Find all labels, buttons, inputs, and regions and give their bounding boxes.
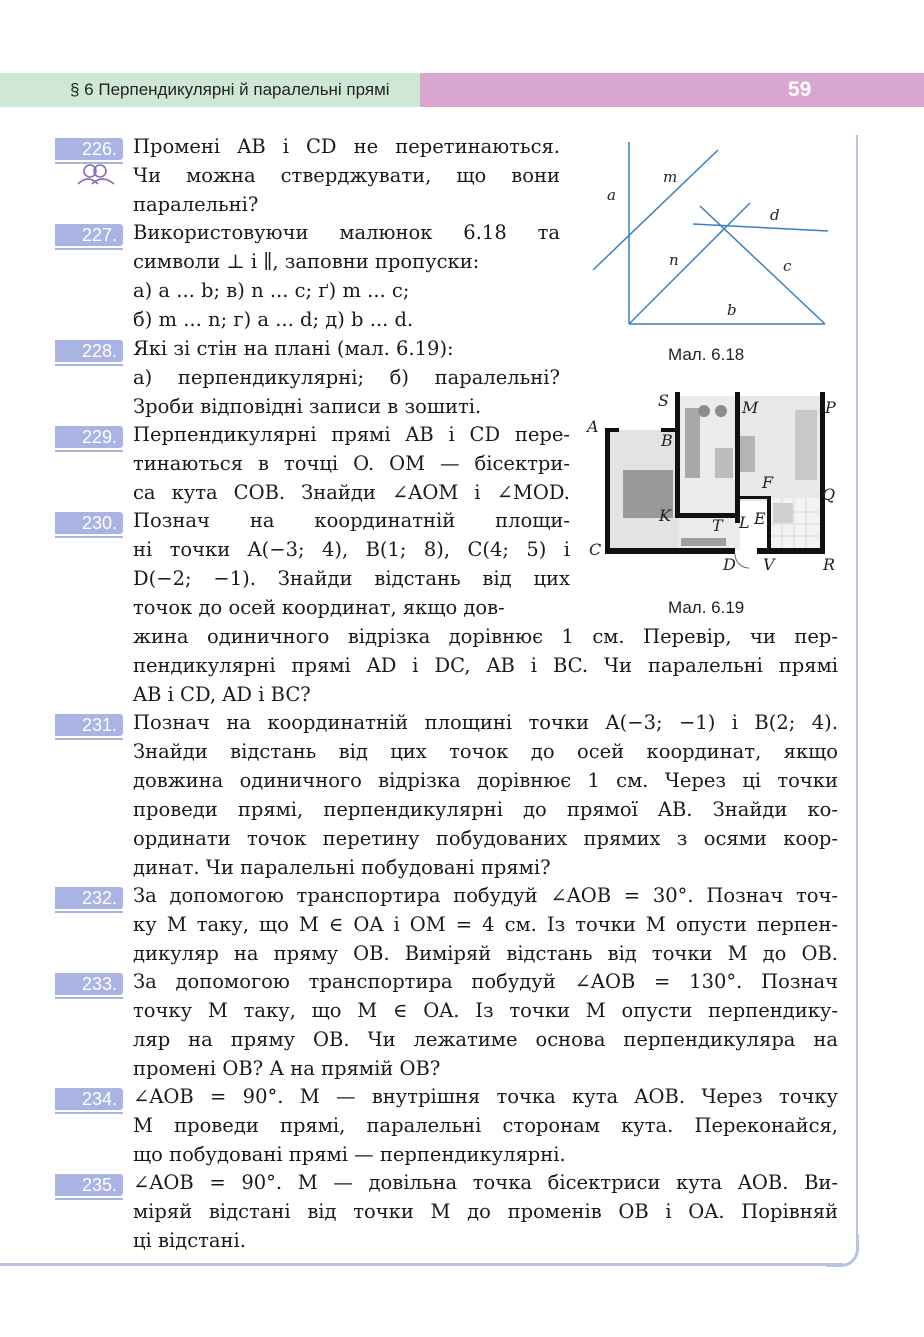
task-227-line: а) a ... b; в) n ... c; ґ) m ... c; [133, 279, 410, 302]
page-frame-bottom [0, 1263, 843, 1266]
task-235-line: ∠AOB = 90°. M — довільна точка бісектриси кута AOB. Ви- [133, 1171, 838, 1194]
label-d: d [770, 206, 780, 224]
task-number-232: 232. [55, 887, 123, 909]
section-title: § 6 Перпендикулярні й паралельні прямі [70, 80, 390, 99]
task-232-line: ку M таку, що M ∈ OA і OM = 4 см. Із точки M опусти перпен- [133, 913, 838, 936]
table-icon [715, 448, 733, 478]
label-C: C [589, 540, 602, 559]
task-227-line: б) m ... n; г) a ... d; д) b ... d. [133, 308, 414, 331]
task-number-226: 226. [55, 138, 123, 160]
task-231-line: Познач на координатній площині точки A(−3; −1) і B(2; 4). [133, 711, 838, 734]
task-number-235: 235. [55, 1174, 123, 1196]
task-229-line: Перпендикулярні прямі AB і CD пере- [133, 423, 570, 446]
sink-icon [773, 503, 793, 523]
task-233-line: промені OB? А на прямій OB? [133, 1057, 441, 1080]
chair-icon [715, 405, 727, 417]
figure-6-18 [585, 138, 835, 333]
kitchen-counter-icon [795, 410, 817, 480]
figure-6-19 [585, 388, 847, 580]
task-number-229: 229. [55, 426, 123, 448]
label-P: P [825, 398, 836, 417]
label-K: K [659, 506, 671, 525]
page-frame [856, 135, 858, 1245]
task-number-231: 231. [55, 714, 123, 736]
label-M: M [742, 398, 759, 417]
label-L: L [739, 513, 750, 532]
task-226-line: Чи можна стверджувати, що вони [133, 164, 560, 187]
label-D: D [723, 555, 736, 574]
label-a: a [607, 186, 616, 204]
task-231-line: довжина одиничного відрізка дорівнює 1 см. Через ці точки [133, 769, 838, 792]
label-c: c [783, 257, 792, 275]
task-230-line: ні точки A(−3; 4), B(1; 8), C(4; 5) і [133, 538, 570, 561]
door-arc [735, 554, 749, 568]
label-S: S [658, 391, 669, 410]
label-V: V [763, 555, 775, 574]
label-n: n [669, 251, 679, 269]
task-232-line: За допомогою транспортира побудуй ∠AOB = 30°. Познач точ- [133, 884, 838, 907]
task-227-line: символи ⊥ і ∥, заповни пропуски: [133, 250, 480, 273]
task-230-line: точок до осей координат, якщо дов- [133, 596, 505, 619]
task-233-line: ляр на пряму OB. Чи лежатиме основа перпендикуляра на [133, 1028, 838, 1051]
page-number: 59 [788, 78, 812, 101]
task-229-line: тинаються в точці O. OM — бісектри- [133, 452, 570, 475]
caption-6-18: Мал. 6.18 [668, 345, 745, 364]
label-Q: Q [822, 485, 836, 504]
task-231-line: Знайди відстань від цих точок до осей координат, якщо [133, 740, 838, 763]
task-231-line: проведи прямі, перпендикулярні до прямої AB. Знайди ко- [133, 798, 838, 821]
line-c [700, 206, 825, 324]
task-number-227: 227. [55, 224, 123, 246]
label-R: R [823, 555, 836, 574]
task-231-line: ординати точок перетину побудованих прямих з осями коор- [133, 827, 838, 850]
task-234-line: M проведи прямі, паралельні сторонам кута. Переконайся, [133, 1114, 838, 1137]
task-235-line: міряй відстані від точки M до променів OB і OA. Порівняй [133, 1200, 838, 1223]
label-E: E [754, 509, 766, 528]
group-work-icon [74, 162, 118, 186]
sofa-icon [685, 408, 700, 478]
task-232-line: дикуляр на пряму OB. Виміряй відстань від точки M до OB. [133, 942, 838, 965]
task-227-line: Використовуючи малюнок 6.18 та [133, 221, 560, 244]
line-d [693, 224, 828, 231]
task-number-228: 228. [55, 340, 123, 362]
label-T: T [712, 516, 723, 535]
task-number-234: 234. [55, 1088, 123, 1110]
label-b: b [727, 301, 737, 319]
task-234-line: що побудовані прямі — перпендикулярні. [133, 1143, 566, 1166]
task-231-line: динат. Чи паралельні побудовані прямі? [133, 856, 551, 879]
task-234-line: ∠AOB = 90°. M — внутрішня точка кута AOB. Через точку [133, 1085, 838, 1108]
label-F: F [762, 473, 774, 492]
task-226-line: Промені AB і CD не перетинаються. [133, 135, 560, 158]
task-228-line: Які зі стін на плані (мал. 6.19): [133, 337, 454, 360]
task-233-line: За допомогою транспортира побудуй ∠AOB = 130°. Познач [133, 970, 838, 993]
shelf-icon [681, 538, 726, 546]
label-B: B [661, 431, 673, 450]
caption-6-19: Мал. 6.19 [668, 598, 745, 617]
label-m: m [663, 168, 678, 186]
task-230-line: D(−2; −1). Знайди відстань від цих [133, 567, 570, 590]
task-228-line: а) перпендикулярні; б) паралельні? [133, 366, 560, 389]
task-number-233: 233. [55, 973, 123, 995]
task-228-line: Зроби відповідні записи в зошиті. [133, 395, 482, 418]
label-A: A [587, 417, 599, 436]
task-235-line: ці відстані. [133, 1229, 246, 1252]
task-229-line: са кута COB. Знайди ∠AOM і ∠MOD. [133, 481, 570, 504]
header-bar-page [420, 73, 924, 107]
task-230-line: AB і CD, AD і BC? [133, 683, 311, 706]
task-230-line: Познач на координатній площи- [133, 509, 570, 532]
chair-icon [698, 405, 710, 417]
task-number-230: 230. [55, 512, 123, 534]
line-m [593, 150, 718, 270]
task-230-line: жина одиничного відрізка дорівнює 1 см. Перевір, чи пер- [133, 625, 838, 648]
task-226-line: паралельні? [133, 193, 259, 216]
task-233-line: точку M таку, що M ∈ OA. Із точки M опусти перпендику- [133, 999, 838, 1022]
task-230-line: пендикулярні прямі AD і DC, AB і BC. Чи паралельні прямі [133, 654, 838, 677]
